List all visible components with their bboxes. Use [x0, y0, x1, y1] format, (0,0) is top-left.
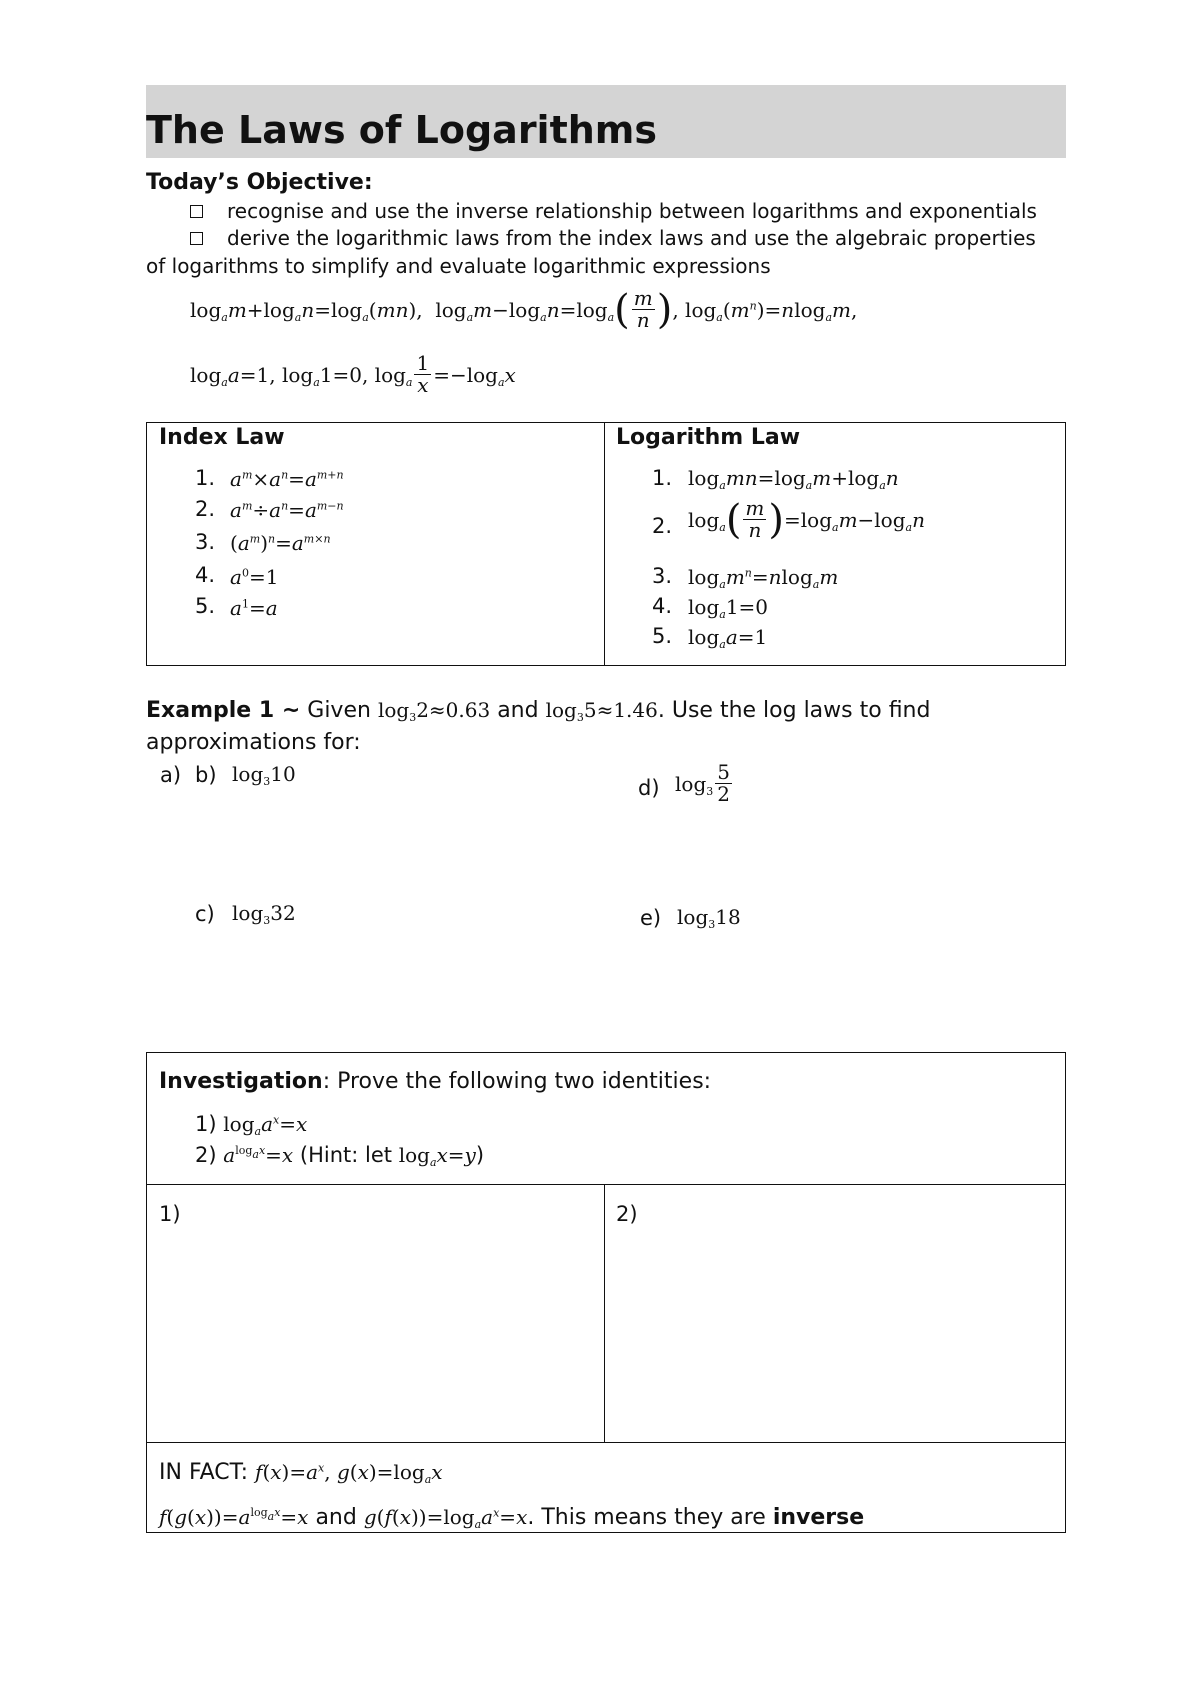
investigation-divider-top [146, 1184, 1066, 1185]
part-c-label: c) [195, 902, 215, 926]
page-title: The Laws of Logarithms [146, 108, 658, 152]
investigation-heading: Investigation: Prove the following two identities: [159, 1069, 712, 1094]
part-d-expression: $\log_3$ $\frac{5}{2}$ [675, 760, 730, 806]
index-law-1: $a^m\times a^n=a^{m+n}$ [230, 467, 344, 491]
investigation-divider-bottom [146, 1442, 1066, 1443]
checkbox-icon [190, 205, 203, 218]
example-1-line-1: Example 1 ~ Given $\log_32\approx 0.63$ and $\log_35\approx 1.46$. Use the log laws to find [146, 698, 931, 724]
part-c-expression: $\log_332$ [232, 901, 296, 927]
proof-cell-2-label: 2) [616, 1202, 638, 1226]
inverse-keyword: inverse [772, 1505, 865, 1530]
in-fact-line-2: $f(g(x))=a^{log_ax}=x$ and $g(f(x))=\log_aa^x=x$. This means they are inverse [159, 1505, 865, 1531]
index-law-5: $a^1=a$ [230, 596, 278, 620]
log-law-header: Logarithm Law [616, 425, 801, 450]
objective-continuation: of logarithms to simplify and evaluate logarithmic expressions [146, 254, 771, 278]
log-law-5: $\log_aa=1$ [688, 625, 768, 651]
log-law-4: $\log_a1=0$ [688, 595, 769, 621]
part-d-label: d) [638, 776, 660, 800]
index-law-number: 3. [195, 530, 216, 554]
log-law-number: 4. [652, 594, 673, 618]
index-law-number: 2. [195, 497, 216, 521]
index-law-number: 5. [195, 594, 216, 618]
log-law-number: 5. [652, 624, 673, 648]
log-law-number: 3. [652, 564, 673, 588]
log-law-1: $\log_amn=\log_am+\log_an$ [688, 466, 899, 492]
part-e-label: e) [640, 906, 662, 930]
given-log3-2-value: 0.63 [445, 698, 491, 722]
part-b-label: b) [195, 763, 217, 787]
index-law-4: $a^0=1$ [230, 565, 279, 589]
objective-item-2: derive the logarithmic laws from the index laws and use the algebraic properties [190, 226, 1036, 250]
example-1-line-2: approximations for: [146, 730, 361, 755]
log-law-2: $\log_a$ ( $\frac{m}{n}$ ) $=\log_am-\log_an$ [688, 496, 925, 543]
index-law-3: $(a^m)^n=a^{m\times n}$ [230, 531, 331, 555]
investigation-divider-vertical [604, 1184, 605, 1442]
part-b-expression: $\log_310$ [232, 762, 296, 788]
objective-item-1: recognise and use the inverse relationship between logarithms and exponentials [190, 199, 1037, 223]
formula-line-2: $\log_aa=1$, $\log_a1=0$, $\log_a$ $\frac{1}{x}$ $=-\log_ax$ [190, 351, 516, 397]
formula-line-1: $\log_am+\log_an=\log_a(mn)$, $\log_am-\log_an=\log_a$ ( $\frac{m}{n}$ ) , $\log_a(m^n)=nlog_am$, [190, 286, 858, 333]
checkbox-icon [190, 232, 203, 245]
log-law-number: 2. [652, 514, 673, 538]
index-law-number: 4. [195, 563, 216, 587]
identity-1: 1) $\log_aa^x=x$ [195, 1112, 308, 1138]
proof-cell-1-label: 1) [159, 1202, 181, 1226]
part-a-label: a) [160, 763, 182, 787]
example-1-label: Example 1 ~ [146, 698, 301, 723]
laws-table-divider [604, 422, 605, 666]
log-law-3: $\log_am^n=nlog_am$ [688, 565, 839, 591]
identity-2: 2) $a^{log_ax}=x$ (Hint: let $\log_ax=y$) [195, 1143, 485, 1169]
part-e-expression: $\log_318$ [677, 905, 741, 931]
index-law-number: 1. [195, 466, 216, 490]
index-law-2: $a^m\div a^n=a^{m-n}$ [230, 498, 344, 522]
in-fact-line-1: IN FACT: $f(x)=a^x$, $g(x)=\log_ax$ [159, 1460, 443, 1486]
objective-heading: Today’s Objective: [146, 170, 373, 195]
log-law-number: 1. [652, 466, 673, 490]
given-log3-5-value: 1.46 [613, 698, 658, 722]
index-law-header: Index Law [159, 425, 285, 450]
